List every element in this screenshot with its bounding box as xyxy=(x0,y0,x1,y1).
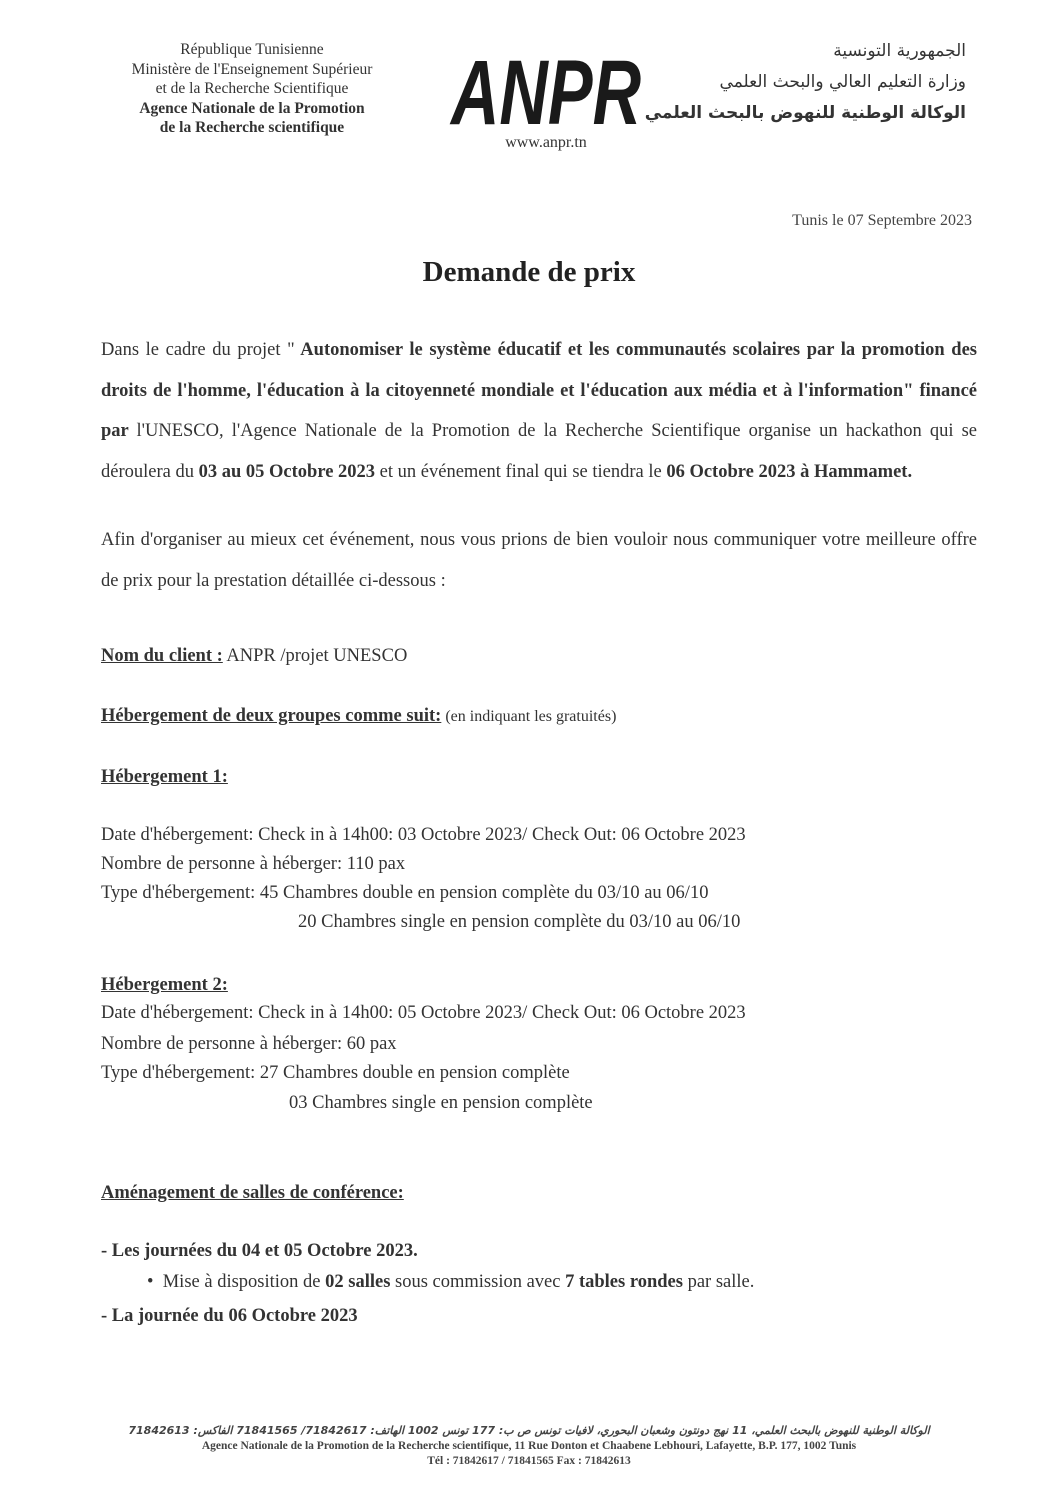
heb2-persons: Nombre de personne à héberger: 60 pax xyxy=(101,1034,397,1054)
heb2-type1: Type d'hébergement: 27 Chambres double en pension complète xyxy=(101,1063,570,1083)
header-left-block xyxy=(92,40,412,138)
footer-french-address: Agence Nationale de la Promotion de la Recherche scientifique, 11 Rue Donton et Chaabene Lebhouri, Lafayette, B.P. 177, 1002 Tunis xyxy=(201,1440,857,1452)
bullet-icon: • xyxy=(147,1272,163,1292)
heb1-date: Date d'hébergement: Check in à 14h00: 03 Octobre 2023/ Check Out: 06 Octobre 2023 xyxy=(101,825,746,845)
document-date: Tunis le 07 Septembre 2023 xyxy=(792,212,972,229)
header-agency-2: de la Recherche scientifique xyxy=(159,119,345,136)
salles-day2: - La journée du 06 Octobre 2023 xyxy=(101,1306,358,1326)
logo-url: www.anpr.tn xyxy=(505,134,587,151)
header-agency: Agence Nationale de la Promotion xyxy=(139,99,365,117)
heb2-date: Date d'hébergement: Check in à 14h00: 05 Octobre 2023/ Check Out: 06 Octobre 2023 xyxy=(101,1003,746,1023)
header-republic: République Tunisienne xyxy=(180,41,324,58)
header-ar-republic: الجمهورية التونسية xyxy=(833,41,966,61)
salles-bullet: • Mise à disposition de 02 salles sous commission avec 7 tables rondes par salle. xyxy=(147,1272,755,1292)
header-ar-ministry: وزارة التعليم العالي والبحث العلمي xyxy=(719,72,966,92)
heb1-type1: Type d'hébergement: 45 Chambres double en pension complète du 03/10 au 06/10 xyxy=(101,883,709,903)
salles-day1: - Les journées du 04 et 05 Octobre 2023. xyxy=(101,1241,418,1261)
intro-paragraph: Dans le cadre du projet " Autonomiser le système éducatif et les communautés scolaires par la promotion des droits de l'homme, l'éducation à la citoyenneté mondiale et l'éducation aux média et à l'information" financé par l'UNESCO, l'Agence Nationale de la Promotion de la Recherche Scientifique organise un hackathon qui se déroulera du 03 au 05 Octobre 2023 et un événement final qui se tiendra le 06 Octobre 2023 à Hammamet. xyxy=(101,340,977,482)
header-ministry: Ministère de l'Enseignement Supérieur xyxy=(131,60,373,78)
header-ar-agency: الوكالة الوطنية للنهوض بالبحث العلمي xyxy=(644,103,966,123)
header-ministry-2: et de la Recherche Scientifique xyxy=(155,80,349,97)
client-line: Nom du client : ANPR /projet UNESCO xyxy=(101,646,408,666)
heb2-type2: 03 Chambres single en pension complète xyxy=(289,1093,593,1113)
footer-arabic-address: الوكالة الوطنية للنهوض بالبحث العلمي، 11 نهج دونتون وشعبان البحوري، لافيات تونس ص ب: 177 تونس 1002 الهاتف: 71842617/ 71841565 الفاكس: 71842613 xyxy=(128,1424,930,1437)
footer xyxy=(0,1423,1058,1469)
heb1-persons: Nombre de personne à héberger: 110 pax xyxy=(101,854,406,874)
hebergement-heading: Hébergement de deux groupes comme suit: (en indiquant les gratuités) xyxy=(101,706,617,726)
salles-title: Aménagement de salles de conférence: xyxy=(101,1183,404,1203)
svg-text:ANPR: ANPR xyxy=(449,48,641,132)
footer-contacts: Tél : 71842617 / 71841565 Fax : 71842613 xyxy=(427,1455,631,1467)
document-title: Demande de prix xyxy=(422,256,636,288)
header-right-block xyxy=(626,36,966,129)
request-paragraph: Afin d'organiser au mieux cet événement, nous vous prions de bien vouloir nous communiquer votre meilleure offre de prix pour la prestation détaillée ci-dessous : xyxy=(101,530,977,591)
anpr-logo xyxy=(446,48,646,152)
anpr-logo-icon xyxy=(448,48,644,132)
heb1-title: Hébergement 1: xyxy=(101,767,228,787)
heb2-title: Hébergement 2: xyxy=(101,975,228,995)
heb1-type2: 20 Chambres single en pension complète du 03/10 au 06/10 xyxy=(298,912,741,932)
